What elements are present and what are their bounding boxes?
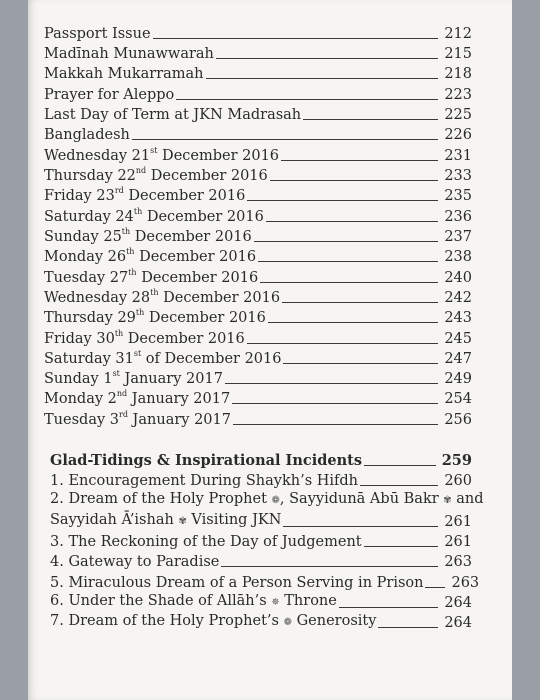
toc-entry[interactable] xyxy=(50,572,480,592)
dotted-leader xyxy=(266,221,439,222)
dotted-leader xyxy=(221,566,438,567)
toc-page-number: 231 xyxy=(444,148,472,164)
salutation-icon: ❁ xyxy=(271,495,280,506)
toc-entry-title: Thursday 29th December 2016 xyxy=(44,308,266,326)
toc-entry-title: 7. Dream of the Holy Prophet’s ❁ Generosity xyxy=(50,613,377,629)
dotted-leader xyxy=(206,78,439,79)
toc-page-number: 226 xyxy=(444,127,472,143)
dotted-leader xyxy=(132,139,438,140)
toc-entry-title: Friday 23rd December 2016 xyxy=(44,186,246,204)
dotted-leader xyxy=(258,261,438,262)
toc-entry[interactable] xyxy=(44,124,472,144)
dotted-leader xyxy=(339,607,438,608)
book-page xyxy=(28,0,512,700)
toc-entry-dated[interactable] xyxy=(44,165,472,185)
dotted-leader xyxy=(260,282,438,283)
toc-entry-title: 5. Miraculous Dream of a Person Serving in Prison xyxy=(50,575,424,591)
toc-page-number: 256 xyxy=(444,412,472,428)
toc-page-number: 215 xyxy=(444,46,472,62)
dotted-leader xyxy=(247,200,438,201)
toc-entry-title: Thursday 22nd December 2016 xyxy=(44,166,268,184)
toc-entry[interactable] xyxy=(44,43,472,63)
toc-entry-title: Saturday 31st of December 2016 xyxy=(44,349,282,367)
toc-entry-dated[interactable] xyxy=(44,409,472,429)
toc-page-number: 264 xyxy=(444,615,472,631)
salutation-icon: ❁ xyxy=(283,617,292,628)
toc-entry-line2[interactable] xyxy=(50,511,472,531)
toc-page-number: 225 xyxy=(444,107,472,123)
toc-entry-title: Wednesday 21st December 2016 xyxy=(44,146,280,164)
toc-entry-title: 4. Gateway to Paradise xyxy=(50,554,220,570)
toc-entry-title: Passport Issue xyxy=(44,26,151,42)
toc-entry-dated[interactable] xyxy=(44,267,472,287)
dotted-leader xyxy=(282,302,438,303)
toc-entry-dated[interactable] xyxy=(44,226,472,246)
toc-entry-title: Sayyidah Ā’ishah ✾ Visiting JKN xyxy=(50,512,282,528)
toc-entry-dated[interactable] xyxy=(44,307,472,327)
toc-page-number: 235 xyxy=(444,188,472,204)
dotted-leader xyxy=(425,587,445,588)
dotted-leader xyxy=(268,322,438,323)
toc-page-number: 236 xyxy=(444,209,472,225)
dotted-leader xyxy=(270,180,439,181)
toc-entry-dated[interactable] xyxy=(44,328,472,348)
dotted-leader xyxy=(283,363,438,364)
toc-page-number: 218 xyxy=(444,66,472,82)
dotted-leader xyxy=(176,99,438,100)
toc-page-number: 243 xyxy=(444,310,472,326)
toc-entry-dated[interactable] xyxy=(44,185,472,205)
toc-entry[interactable] xyxy=(50,551,472,571)
dotted-leader xyxy=(233,424,438,425)
blessing-icon: ✾ xyxy=(443,495,452,506)
toc-entry-title: 6. Under the Shade of Allāh’s ✵ Throne xyxy=(50,593,337,609)
toc-entry-title: Madīnah Munawwarah xyxy=(44,46,214,62)
dotted-leader xyxy=(364,465,436,466)
toc-entry-title: Tuesday 27th December 2016 xyxy=(44,268,259,286)
toc-page-number: 242 xyxy=(444,290,472,306)
dotted-leader xyxy=(303,119,438,120)
toc-entry-title: Last Day of Term at JKN Madrasah xyxy=(44,107,302,123)
toc-entry-title: Sunday 25th December 2016 xyxy=(44,227,252,245)
toc-entry-title: Bangladesh xyxy=(44,127,130,143)
glorification-icon: ✵ xyxy=(271,597,280,608)
toc-entry-title: Tuesday 3rd January 2017 xyxy=(44,410,231,428)
dotted-leader xyxy=(232,403,438,404)
toc-page-number: 247 xyxy=(444,351,472,367)
toc-entry-title: Sunday 1st January 2017 xyxy=(44,369,223,387)
toc-entry[interactable] xyxy=(50,592,472,612)
toc-entry-dated[interactable] xyxy=(44,206,472,226)
toc-page-number: 261 xyxy=(444,534,472,550)
dotted-leader xyxy=(364,546,439,547)
toc-page-number: 233 xyxy=(444,168,472,184)
toc-page-number: 249 xyxy=(444,371,472,387)
dotted-leader xyxy=(225,383,438,384)
toc-page-number: 212 xyxy=(444,26,472,42)
toc-entry[interactable] xyxy=(44,23,472,43)
toc-entry-title: 2. Dream of the Holy Prophet ❁, Sayyidunā Abū Bakr ✾ and xyxy=(50,491,484,507)
dotted-leader xyxy=(283,526,438,527)
toc-entry-title: Friday 30th December 2016 xyxy=(44,329,245,347)
toc-entry[interactable] xyxy=(50,531,472,551)
toc-entry-dated[interactable] xyxy=(44,287,472,307)
toc-entry[interactable] xyxy=(44,104,472,124)
toc-entry-dated[interactable] xyxy=(44,145,472,165)
toc-entry-title: 3. The Reckoning of the Day of Judgement xyxy=(50,534,362,550)
toc-entry-title: Wednesday 28th December 2016 xyxy=(44,288,281,306)
dotted-leader xyxy=(281,160,438,161)
toc-entry-dated[interactable] xyxy=(44,388,472,408)
dotted-leader xyxy=(247,343,439,344)
dotted-leader xyxy=(254,241,439,242)
section-heading[interactable] xyxy=(50,450,472,470)
toc-page-number: 260 xyxy=(444,473,472,489)
toc-entry-title: Monday 26th December 2016 xyxy=(44,247,257,265)
toc-page-number: 237 xyxy=(444,229,472,245)
toc-entry[interactable] xyxy=(44,63,472,83)
toc-entry-title: Saturday 24th December 2016 xyxy=(44,207,264,225)
toc-entry[interactable] xyxy=(50,470,472,490)
toc-entry[interactable] xyxy=(50,612,472,632)
toc-page-number: 263 xyxy=(444,554,472,570)
toc-entry-dated[interactable] xyxy=(44,246,472,266)
toc-page-number: 263 xyxy=(451,575,480,591)
toc-page-number: 259 xyxy=(441,452,472,469)
toc-page-number: 223 xyxy=(444,87,472,103)
toc-page-number: 261 xyxy=(444,514,472,530)
toc-page-number: 238 xyxy=(444,249,472,265)
toc-page-number: 245 xyxy=(444,331,472,347)
toc-page-number: 264 xyxy=(444,595,472,611)
toc-entry-title: Monday 2nd January 2017 xyxy=(44,389,231,407)
toc-page-number: 240 xyxy=(444,270,472,286)
toc-entry-line1[interactable] xyxy=(50,490,484,510)
dotted-leader xyxy=(216,58,438,59)
dotted-leader xyxy=(360,485,438,486)
toc-entry-dated[interactable] xyxy=(44,368,472,388)
dotted-leader xyxy=(153,38,439,39)
dotted-leader xyxy=(378,627,438,628)
toc-entry-dated[interactable] xyxy=(44,348,472,368)
toc-entry-title: Prayer for Aleppo xyxy=(44,87,175,103)
section-title: Glad-Tidings & Inspirational Incidents xyxy=(50,452,362,469)
toc-entry[interactable] xyxy=(44,84,472,104)
toc-page-number: 254 xyxy=(444,391,472,407)
toc-entry-title: Makkah Mukarramah xyxy=(44,66,204,82)
blessing-icon: ✾ xyxy=(178,516,187,527)
toc-entry-title: 1. Encouragement During Shaykh’s Hifdh xyxy=(50,473,359,489)
